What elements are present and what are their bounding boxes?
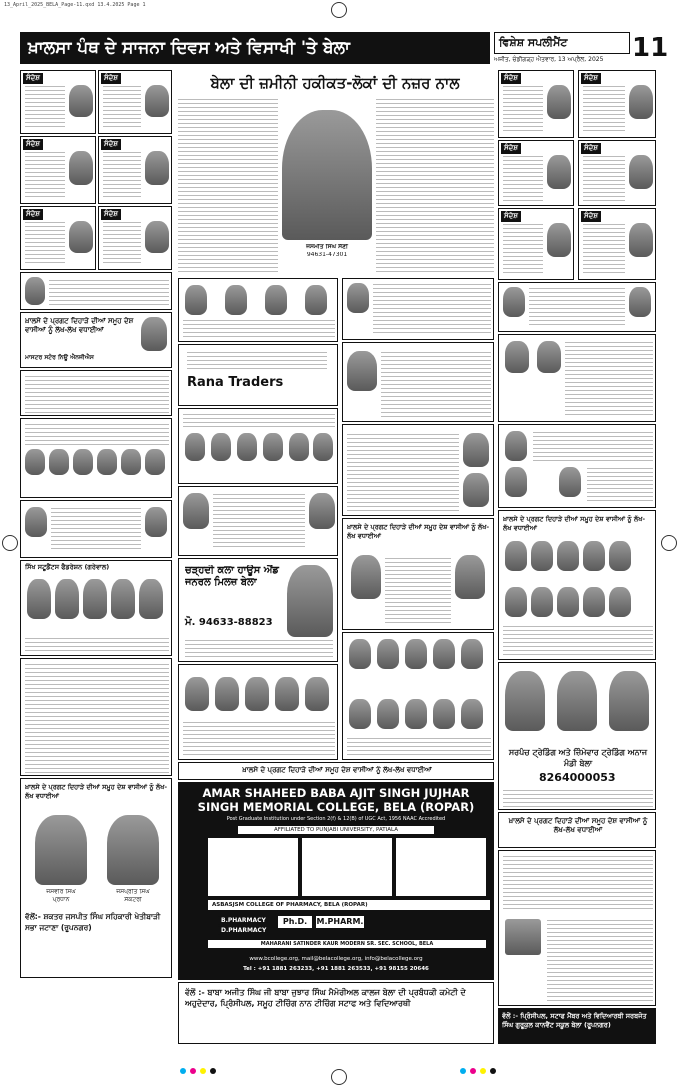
- portrait-photo: [183, 493, 209, 529]
- group-photo-ad: [20, 418, 172, 498]
- text-block: [183, 319, 335, 339]
- greeting-ad: [20, 312, 172, 368]
- ad-box: [342, 424, 494, 516]
- portrait-photo: [559, 467, 581, 497]
- print-color-mark: [460, 1068, 466, 1074]
- sarpanch-phone: 8264000053: [539, 771, 616, 784]
- portrait-photo: [121, 449, 141, 475]
- sandesh-box: [578, 140, 656, 206]
- person-role: ਪ੍ਰਧਾਨ: [52, 897, 70, 903]
- portrait-photo: [609, 587, 631, 617]
- portrait-photo: [145, 151, 169, 185]
- portrait-photo: [433, 639, 455, 669]
- sandesh-label: ਸੰਦੇਸ਼: [101, 73, 121, 84]
- greeting-box: [498, 812, 656, 848]
- portrait-photo: [405, 699, 427, 729]
- text-block: [103, 221, 141, 265]
- college-subtitle: Post Graduate Institution under Section 2(f) & 12(B) of UGC Act, 1956 NAAC Accredited: [226, 816, 446, 822]
- chardi-kala-phone: ਮੋ. 94633-88823: [185, 617, 273, 628]
- text-block: [103, 151, 141, 199]
- portrait-photo: [185, 677, 209, 711]
- portrait-photo: [347, 351, 377, 391]
- college-tel: Tel : +91 1881 263233, +91 1881 263533, +91 98155 20646: [243, 966, 429, 972]
- ad-box: [342, 278, 494, 340]
- page-number: 11: [632, 33, 669, 63]
- greeting-text: ਖ਼ਾਲਸੇ ਦੇ ਪ੍ਰਗਟ ਦਿਹਾੜੇ ਦੀਆਂ ਸਮੂਹ ਦੇਸ਼ ਵਾਸੀਆਂ ਨੂੰ ਲੱਖ-ਲੱਖ ਵਧਾਈਆਂ: [347, 523, 490, 540]
- dateline: ਅਜੀਤ, ਚੰਡੀਗੜ੍ਹ ਐਤਵਾਰ, 13 ਅਪ੍ਰੈਲ, 2025: [494, 56, 604, 63]
- text-block: [25, 423, 169, 445]
- person-name: ਜਸਵੀਰ ਸਿੰਘ: [46, 889, 76, 895]
- portrait-photo: [461, 699, 483, 729]
- greeting-text: ਖ਼ਾਲਸੇ ਦੇ ਪ੍ਰਗਟ ਦਿਹਾੜੇ ਦੀਆਂ ਸਮੂਹ ਦੇਸ਼ ਵਾਸੀਆਂ ਨੂੰ ਲੱਖ-ਲੱਖ ਵਧਾਈਆਂ: [508, 817, 648, 834]
- masthead-title: ਖ਼ਾਲਸਾ ਪੰਥ ਦੇ ਸਾਜਨਾ ਦਿਵਸ ਅਤੇ ਵਿਸਾਖੀ 'ਤੇ ਬੇਲਾ: [20, 32, 490, 64]
- portrait-photo: [49, 449, 69, 475]
- portrait-photo: [609, 671, 649, 731]
- greeting-text: ਖ਼ਾਲਸੇ ਦੇ ਪ੍ਰਗਟ ਦਿਹਾੜੇ ਦੀਆਂ ਸਮੂਹ ਦੇਸ਼ ਵਾਸੀਆਂ ਨੂੰ ਲੱਖ-ਲੱਖ ਵਧਾਈਆਂ: [25, 317, 134, 334]
- portrait-photo: [27, 579, 51, 619]
- portrait-photo: [461, 639, 483, 669]
- text-block: [583, 85, 625, 133]
- article-text: [178, 98, 278, 274]
- portrait-photo: [83, 579, 107, 619]
- portrait-photo: [289, 433, 309, 461]
- portrait-photo: [583, 541, 605, 571]
- portrait-photo: [107, 815, 159, 885]
- text-block: [503, 855, 653, 911]
- school-footer: [498, 1008, 656, 1044]
- b-pharmacy-badge: B.PHARMACY: [218, 916, 269, 925]
- school-footer-text: ਵੱਲੋਂ :- ਪ੍ਰਿੰਸੀਪਲ, ਸਟਾਫ ਮੈਂਬਰ ਅਤੇ ਵਿਦਿਆਰਥੀ ਸਰਬਜੋਤ ਸਿੰਘ ਗੁਰੂਕੁਲ ਕਾਨਵੈਂਟ ਸਕੂਲ ਬੇਲਾ (ਰੂਪਨਗਰ): [502, 1012, 647, 1029]
- portrait-photo: [145, 449, 165, 475]
- portrait-photo: [405, 639, 427, 669]
- college-footer: [178, 982, 494, 1044]
- portrait-photo: [505, 541, 527, 571]
- sandesh-box: [20, 206, 96, 270]
- sandesh-label: ਸੰਦੇਸ਼: [501, 143, 521, 154]
- print-slug: 13_April_2025_BELA_Page-11.qxd 13.4.2025 Page 1: [4, 2, 146, 8]
- portrait-photo: [265, 285, 287, 315]
- sandesh-box: [578, 208, 656, 280]
- lead-headline: ਬੇਲਾ ਦੀ ਜ਼ਮੀਨੀ ਹਕੀਕਤ-ਲੋਕਾਂ ਦੀ ਨਜ਼ਰ ਨਾਲ: [210, 74, 460, 92]
- portrait-photo: [531, 587, 553, 617]
- ad-box: [498, 334, 656, 422]
- sandesh-label: ਸੰਦੇਸ਼: [501, 73, 521, 84]
- sandesh-box: [20, 70, 96, 134]
- portrait-photo: [69, 221, 93, 253]
- portrait-photo: [455, 555, 485, 599]
- portrait-photo: [531, 541, 553, 571]
- portrait-photo: [505, 467, 527, 497]
- supplement-label: ਵਿਸ਼ੇਸ਼ ਸਪਲੀਮੈਂਟ: [494, 32, 630, 54]
- person-name: ਜਸਪ੍ਰੀਤ ਸਿੰਘ: [116, 889, 150, 895]
- portrait-photo: [111, 579, 135, 619]
- portrait-photo: [263, 433, 283, 461]
- print-color-mark: [490, 1068, 496, 1074]
- greeting-text: ਖ਼ਾਲਸੇ ਦੇ ਪ੍ਰਗਟ ਦਿਹਾੜੇ ਦੀਆਂ ਸਮੂਹ ਦੇਸ਼ ਵਾਸੀਆਂ ਨੂੰ ਲੱਖ-ਲੱਖ ਵਧਾਈਆਂ: [25, 783, 168, 800]
- sikh-students-title: ਸਿੱਖ ਸਟੂਡੈਂਟਸ ਫੈਡਰੇਸ਼ਨ (ਗਰੇਵਾਲ): [25, 563, 110, 571]
- sandesh-box: [20, 136, 96, 204]
- portrait-photo: [505, 341, 529, 373]
- portrait-photo: [609, 541, 631, 571]
- portrait-photo: [313, 433, 333, 461]
- sandesh-label: ਸੰਦੇਸ਼: [23, 139, 43, 150]
- group-photo-ad: [178, 664, 338, 760]
- greeting-text: ਖ਼ਾਲਸੇ ਦੇ ਪ੍ਰਗਟ ਦਿਹਾੜੇ ਦੀਆਂ ਸਮੂਹ ਦੇਸ਼ ਵਾਸੀਆਂ ਨੂੰ ਲੱਖ-ਲੱਖ ਵਧਾਈਆਂ: [242, 766, 432, 774]
- sandesh-box: [98, 70, 172, 134]
- sandesh-label: ਸੰਦੇਸ਼: [23, 73, 43, 84]
- college-footer-text: ਵੱਲੋਂ :- ਬਾਬਾ ਅਜੀਤ ਸਿੰਘ ਜੀ ਬਾਬਾ ਜੁਝਾਰ ਸਿੰਘ ਮੈਮੋਰੀਅਲ ਕਾਲਜ ਬੇਲਾ ਦੀ ਪ੍ਰਬੰਧਕੀ ਕਮੇਟੀ ਦੇ ਅਹੁਦੇਦਾਰ, ਪ੍ਰਿੰਸੀਪਲ, ਸਮੂਹ ਟੀਚਿੰਗ ਨਾਨ ਟੀਚਿੰਗ ਸਟਾਫ ਅਤੇ ਵਿਦਿਆਰਥੀ: [185, 988, 466, 1008]
- school-ad: [498, 850, 656, 1006]
- portrait-photo: [275, 677, 299, 711]
- college-affiliation: AFFILIATED TO PUNJABI UNIVERSITY, PATIALA: [238, 826, 434, 834]
- portrait-photo: [185, 433, 205, 461]
- rana-traders-title: Rana Traders: [187, 375, 284, 390]
- text-block: [347, 737, 491, 757]
- portrait-photo: [145, 221, 169, 253]
- college-name: AMAR SHAHEED BABA AJIT SINGH JUJHAR SINGH MEMORIAL COLLEGE, BELA (ROPAR): [197, 786, 475, 814]
- chardi-kala-title: ਚੜ੍ਹਦੀ ਕਲਾ ਹਾਊਸ ਐਂਡ ਜਨਰਲ ਮਿਲਜ਼ ਬੇਲਾ: [185, 565, 279, 588]
- sandesh-box: [98, 206, 172, 270]
- person-role: ਸੈਕਟਰੀ: [124, 897, 142, 903]
- text-block: [25, 221, 65, 265]
- text-block: [25, 663, 169, 773]
- print-color-mark: [480, 1068, 486, 1074]
- courses-panel: [208, 838, 298, 896]
- courses-panel: [302, 838, 392, 896]
- portrait-photo: [145, 85, 169, 117]
- portrait-photo: [309, 493, 335, 529]
- registration-mark-icon: [2, 535, 18, 551]
- text-block: [187, 351, 327, 371]
- portrait-photo: [347, 283, 369, 313]
- sandesh-label: ਸੰਦੇਸ਼: [101, 209, 121, 220]
- sandesh-box: [98, 136, 172, 204]
- portrait-photo: [629, 223, 653, 257]
- group-photo-ad: [342, 632, 494, 760]
- portrait-photo: [377, 639, 399, 669]
- portrait-photo: [237, 433, 257, 461]
- sandesh-box: [578, 70, 656, 138]
- portrait-photo: [97, 449, 117, 475]
- portrait-photo: [185, 285, 207, 315]
- portrait-photo: [537, 341, 561, 373]
- registration-mark-icon: [661, 535, 677, 551]
- portrait-photo: [69, 151, 93, 185]
- text-block: [51, 507, 141, 551]
- greeting-ad: [342, 518, 494, 630]
- lead-portrait-photo: [282, 110, 372, 240]
- ad-box: [178, 278, 338, 342]
- portrait-photo: [225, 285, 247, 315]
- text-block: [529, 287, 625, 327]
- d-pharmacy-badge: D.PHARMACY: [218, 926, 269, 935]
- greeting-ad: [498, 510, 656, 660]
- phd-badge: Ph.D.: [278, 916, 312, 928]
- portrait-photo: [505, 671, 545, 731]
- text-block: [25, 637, 169, 653]
- portrait-photo: [73, 449, 93, 475]
- print-color-mark: [210, 1068, 216, 1074]
- ad-box: [20, 272, 172, 310]
- portrait-photo: [245, 677, 269, 711]
- portrait-photo: [349, 699, 371, 729]
- sarpanch-title: ਸਰਪੰਚ ਟ੍ਰੇਡਿੰਗ ਅਤੇ ਜ਼ਿੰਮੇਵਾਰ ਟ੍ਰੇਡਿੰਗ ਅਨਾਜ ਮੰਡੀ ਬੇਲਾ: [508, 748, 648, 768]
- sarpanch-ad: [498, 662, 656, 810]
- sandesh-box: [498, 70, 574, 138]
- courses-panel: [396, 838, 486, 896]
- registration-mark-icon: [331, 2, 347, 18]
- text-block: [25, 375, 169, 413]
- sandesh-label: ਸੰਦੇਸ਼: [581, 211, 601, 222]
- portrait-photo: [557, 671, 597, 731]
- text-block: [373, 283, 491, 335]
- text-block: [583, 223, 625, 275]
- portrait-photo: [463, 433, 489, 467]
- print-color-mark: [180, 1068, 186, 1074]
- portrait-photo: [433, 699, 455, 729]
- portrait-photo: [305, 677, 329, 711]
- lead-photo-phone: 94631-47301: [306, 252, 348, 258]
- portrait-photo: [463, 473, 489, 507]
- sandesh-label: ਸੰਦੇਸ਼: [501, 211, 521, 222]
- magnetic-centre-ad: [20, 370, 172, 416]
- rana-traders-ad: [178, 344, 338, 406]
- text-block: [533, 431, 653, 463]
- text-block: [49, 279, 169, 305]
- portrait-photo: [503, 287, 525, 317]
- portrait-photo: [25, 507, 47, 537]
- registration-mark-icon: [331, 1069, 347, 1085]
- portrait-photo: [557, 541, 579, 571]
- college-contact: www.bcollege.org, mail@belacollege.org, info@belacollege.org: [249, 956, 423, 962]
- pharmacy-title: ASBASJSM COLLEGE OF PHARMACY, BELA (ROPAR): [208, 900, 490, 910]
- text-block: [503, 223, 543, 275]
- text-block: [503, 85, 543, 133]
- text-block: [25, 85, 65, 129]
- text-block: [183, 413, 335, 429]
- ad-box: [498, 424, 656, 508]
- sandesh-box: [498, 140, 574, 206]
- text-block: [565, 341, 653, 417]
- text-block: [587, 467, 653, 503]
- portrait-photo: [25, 277, 45, 305]
- greeting-strip: [178, 762, 494, 780]
- portrait-photo: [505, 431, 527, 461]
- portrait-photo: [547, 155, 571, 189]
- ad-box: [20, 500, 172, 558]
- portrait-photo: [349, 639, 371, 669]
- portrait-photo: [215, 677, 239, 711]
- text-block: [385, 557, 451, 623]
- portrait-photo: [547, 223, 571, 257]
- ad-box: [178, 486, 338, 556]
- portrait-photo: [55, 579, 79, 619]
- article-text: [376, 98, 494, 274]
- text-block: [503, 625, 653, 657]
- college-ad: [178, 782, 494, 980]
- sandesh-label: ਸੰਦੇਸ਼: [23, 209, 43, 220]
- store-name: ਮਾਸਟਰ ਸਟੋਰ ਨਿਊ ਐਨਜੀਐਸ: [25, 354, 94, 361]
- text-block: [347, 433, 459, 511]
- portrait-photo: [557, 587, 579, 617]
- cooperative-ad: [20, 778, 172, 978]
- portrait-photo: [69, 85, 93, 117]
- text-block: [103, 85, 141, 129]
- portrait-photo: [211, 433, 231, 461]
- school-ad: [20, 658, 172, 776]
- text-block: [503, 789, 653, 807]
- portrait-photo: [629, 85, 653, 119]
- ad-box: [342, 342, 494, 422]
- lead-photo-caption: ਜਸਮੀਤ ਸਿੰਘ ਸੈਣੀ: [306, 244, 348, 250]
- sandesh-label: ਸੰਦੇਸ਼: [581, 143, 601, 154]
- text-block: [503, 155, 543, 201]
- qr-code: [505, 919, 541, 955]
- portrait-photo: [25, 449, 45, 475]
- portrait-photo: [505, 587, 527, 617]
- portrait-photo: [583, 587, 605, 617]
- chardi-kala-ad: [178, 558, 338, 662]
- portrait-photo: [629, 287, 651, 317]
- portrait-photo: [141, 317, 167, 351]
- portrait-photo: [629, 155, 653, 189]
- portrait-photo: [145, 507, 167, 537]
- portrait-photo: [351, 555, 381, 599]
- print-color-mark: [190, 1068, 196, 1074]
- portrait-photo: [377, 699, 399, 729]
- portrait-photo: [35, 815, 87, 885]
- text-block: [547, 919, 653, 1001]
- greeting-text: ਖ਼ਾਲਸੇ ਦੇ ਪ੍ਰਗਟ ਦਿਹਾੜੇ ਦੀਆਂ ਸਮੂਹ ਦੇਸ਼ ਵਾਸੀਆਂ ਨੂੰ ਲੱਖ-ਲੱਖ ਵਧਾਈਆਂ: [503, 515, 646, 532]
- sikh-students-ad: [20, 560, 172, 656]
- sandesh-label: ਸੰਦੇਸ਼: [101, 139, 121, 150]
- print-color-mark: [200, 1068, 206, 1074]
- text-block: [213, 493, 305, 549]
- text-block: [381, 351, 491, 417]
- text-block: [185, 639, 333, 657]
- text-block: [25, 151, 65, 199]
- portrait-photo: [139, 579, 163, 619]
- ad-box: [178, 408, 338, 484]
- school-name: MAHARANI SATINDER KAUR MODERN SR. SEC. SCHOOL, BELA: [208, 940, 486, 948]
- portrait-photo: [547, 85, 571, 119]
- sandesh-label: ਸੰਦੇਸ਼: [581, 73, 601, 84]
- sandesh-box: [498, 208, 574, 280]
- mpharm-badge: M.PHARM.: [316, 917, 364, 926]
- text-block: [583, 155, 625, 201]
- portrait-photo: [305, 285, 327, 315]
- footer-text: ਵੱਲੋਂ:- ਸ਼ਕਤਰ ਜਸਪੀਤ ਸਿੰਘ ਸਹਿਕਾਰੀ ਖੇਤੀਬਾੜੀ ਸਭਾ ਜਟਾਣਾ (ਰੂਪਨਗਰ): [25, 912, 161, 932]
- portrait-photo: [287, 565, 333, 637]
- text-block: [183, 721, 335, 757]
- ad-box: [498, 282, 656, 332]
- print-color-mark: [470, 1068, 476, 1074]
